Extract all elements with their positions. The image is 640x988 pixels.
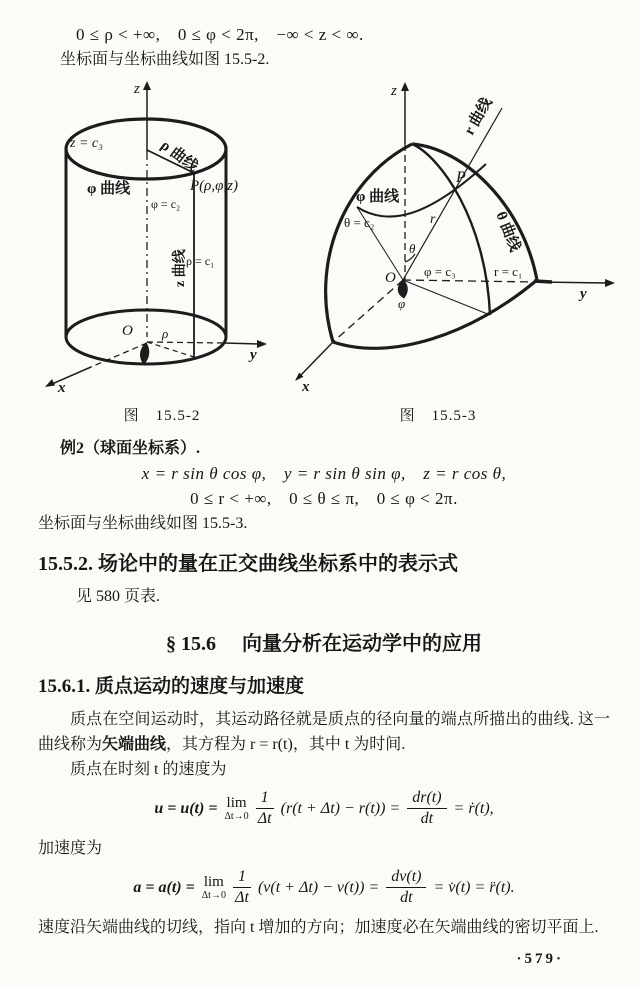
floor-generator-line <box>403 280 490 315</box>
phi-c3-label: φ = c₃ <box>424 264 456 279</box>
fraction-numerator: 1 <box>256 789 274 809</box>
acceleration-rhs: = v̇(t) = r̈(t). <box>433 879 515 897</box>
x-axis-arrow-icon <box>45 379 55 387</box>
phi-curve-label: φ 曲线 <box>356 189 400 205</box>
section-156-heading <box>38 629 610 659</box>
derivative-fraction <box>386 868 426 908</box>
phi-curve-label: φ 曲线 <box>87 181 131 197</box>
velocity-intro-line: 质点在时刻 t 的速度为 <box>70 761 227 778</box>
x-axis-dashed <box>333 280 406 342</box>
spherical-transform-formula: x = r sin θ cos φ, y = r sin θ sin φ, z = r cos θ, <box>141 464 507 483</box>
point-p-label: P(ρ,φ,z) <box>190 178 238 194</box>
lim-text: lim <box>203 873 224 890</box>
spherical-range-formula: 0 ≤ r < +∞, 0 ≤ θ ≤ π, 0 ≤ φ < 2π. <box>190 489 458 508</box>
paragraph-3: 速度沿矢端曲线的切线，指向 t 增加的方向；加速度必在矢端曲线的密切平面上. <box>38 918 599 936</box>
lim-text: lim <box>226 794 247 811</box>
figure-3-caption: 图 15.5-3 <box>399 408 477 424</box>
rho-curve-label: ρ 曲线 <box>157 137 201 176</box>
theta-c2-label: θ = c₂ <box>344 215 375 230</box>
section-1552-heading: 15.5.2. 场论中的量在正交曲线坐标系中的表示式 <box>38 553 458 575</box>
section-156-title: 向量分析在运动学中的应用 <box>242 633 482 655</box>
y-axis-label: y <box>580 286 587 302</box>
paragraph-1-text-a: 质点在空间运动时，其运动路径就是质点的径向量的端点所描出的曲线. 这一曲线称为 <box>38 711 610 753</box>
rho-projection-dashed <box>147 342 224 343</box>
y-axis-arrow-icon <box>257 340 267 348</box>
fraction-numerator: dr(t) <box>407 789 446 809</box>
section-1552-body: 见 580 页表. <box>76 588 161 605</box>
point-p-label: P <box>456 169 466 186</box>
x-axis-label: x <box>302 379 310 395</box>
rho-label: ρ <box>162 326 169 341</box>
z-axis-label: z <box>391 83 397 99</box>
z-c3-label: z = c₃ <box>70 136 103 151</box>
fraction-numerator: 1 <box>233 868 251 888</box>
limit-operator <box>202 875 226 901</box>
figures-row <box>38 80 610 430</box>
base-diagonal-dashed <box>147 342 194 357</box>
velocity-rhs: = ṙ(t), <box>453 800 494 818</box>
x-axis-label: x <box>58 380 66 396</box>
delta-fraction <box>233 868 251 908</box>
page-number: ·579· <box>516 951 564 967</box>
cylindrical-coordinates-diagram <box>34 80 282 402</box>
theta-label: θ <box>409 241 416 256</box>
x-axis-line <box>300 342 333 376</box>
origin-label: O <box>385 270 396 286</box>
lim-subscript: Δt→0 <box>224 810 249 822</box>
fraction-denominator: Δt <box>235 889 249 907</box>
theta-curve-label: θ 曲线 <box>492 209 523 255</box>
r-curve-label: r 曲线 <box>461 95 496 138</box>
hodograph-term: 矢端曲线 <box>102 736 167 753</box>
velocity-lhs: u = u(t) = <box>154 800 218 818</box>
limit-operator <box>224 796 248 822</box>
fraction-denominator: dt <box>420 810 434 828</box>
r-label: r <box>430 212 436 227</box>
velocity-formula <box>38 789 610 829</box>
y-axis-dashed <box>403 280 536 282</box>
r-curve-line <box>403 108 502 280</box>
phi-c2-label: φ = c₂ <box>151 197 181 211</box>
example2-heading: 例2（球面坐标系）. <box>60 440 201 457</box>
y-axis-arrow-icon <box>605 279 615 287</box>
intro-line: 坐标面与坐标曲线如图 15.5-2. <box>60 51 270 68</box>
z-axis-arrow-icon <box>401 82 409 91</box>
origin-label: O <box>122 323 133 339</box>
z-axis-arrow-icon <box>143 81 151 90</box>
r-c1-label: r = c₁ <box>494 264 523 279</box>
sphere-left-meridian <box>326 144 412 342</box>
y-axis-line <box>536 282 608 283</box>
fraction-denominator: Δt <box>257 810 272 828</box>
paragraph-1 <box>38 707 610 757</box>
fraction-numerator: dv(t) <box>386 868 426 888</box>
spherical-coordinates-diagram <box>290 80 638 402</box>
cylindrical-range-formula: 0 ≤ ρ < +∞, 0 ≤ φ < 2π, −∞ < z < ∞. <box>76 25 364 44</box>
velocity-mid: (r(t + Δt) − r(t)) = <box>280 800 401 818</box>
derivative-fraction <box>407 789 446 829</box>
figure-2-caption: 图 15.5-2 <box>123 408 201 424</box>
z-curve-label: z 曲线 <box>173 249 188 287</box>
phi-label: φ <box>398 296 406 311</box>
delta-fraction <box>256 789 274 829</box>
acceleration-intro-line: 加速度为 <box>38 839 103 857</box>
section-156-number: § 15.6 <box>166 633 216 655</box>
acceleration-formula <box>38 868 610 908</box>
section-1561-heading: 15.6.1. 质点运动的速度与加速度 <box>38 676 305 697</box>
example2-after-line: 坐标面与坐标曲线如图 15.5-3. <box>38 515 248 532</box>
y-axis-label: y <box>250 347 257 363</box>
rho-c1-label: ρ = c₁ <box>186 254 215 268</box>
acceleration-mid: (v(t + Δt) − v(t)) = <box>257 879 380 897</box>
acceleration-lhs: a = a(t) = <box>133 879 195 897</box>
phi-angle-marker <box>140 343 148 364</box>
paragraph-1-text-c: ，其方程为 r = r(t)，其中 t 为时间. <box>166 736 406 753</box>
fraction-denominator: dt <box>400 889 413 907</box>
y-axis-line <box>224 343 260 344</box>
lim-subscript: Δt→0 <box>201 889 226 901</box>
z-axis-label: z <box>134 81 140 97</box>
